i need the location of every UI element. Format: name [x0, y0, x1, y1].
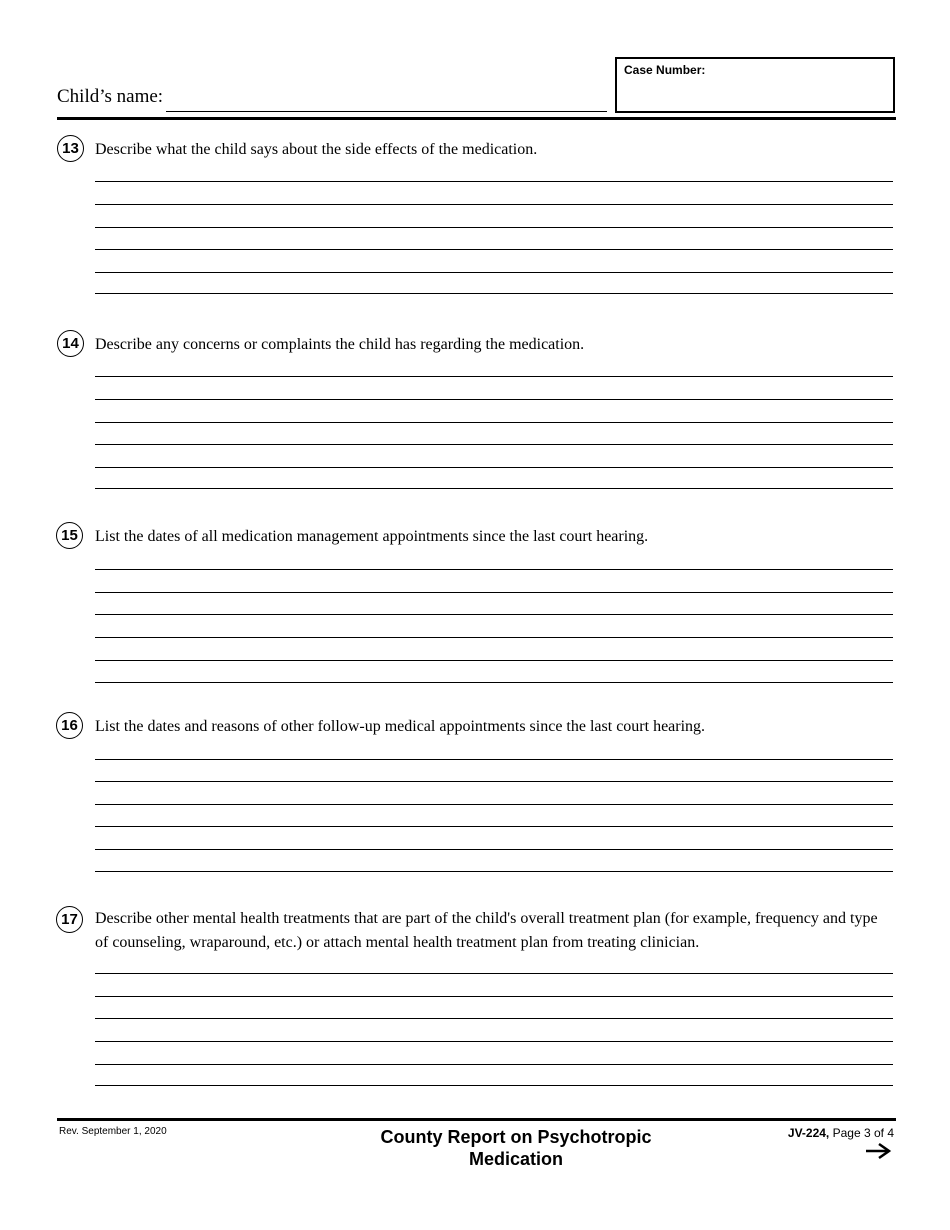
- answer-line: [95, 682, 893, 683]
- revision-date: Rev. September 1, 2020: [59, 1126, 167, 1137]
- answer-line: [95, 759, 893, 760]
- form-title-line-1: County Report on Psychotropic: [380, 1127, 652, 1147]
- answer-line: [95, 592, 893, 593]
- answer-line: [95, 569, 893, 570]
- answer-line: [95, 1041, 893, 1042]
- answer-line: [95, 204, 893, 205]
- answer-line: [95, 1085, 893, 1086]
- case-number-label: Case Number:: [624, 63, 706, 77]
- answer-line: [95, 637, 893, 638]
- form-title-line-2: Medication: [468, 1149, 563, 1169]
- answer-line: [95, 660, 893, 661]
- footer-divider: [57, 1118, 896, 1121]
- question-number-17: 17: [56, 906, 83, 933]
- answer-line: [95, 422, 893, 423]
- answer-line: [95, 804, 893, 805]
- answer-line: [95, 467, 893, 468]
- answer-line: [95, 849, 893, 850]
- answer-line: [95, 871, 893, 872]
- answer-line: [95, 249, 893, 250]
- arrow-right-icon[interactable]: [864, 1142, 892, 1160]
- question-16-text: List the dates and reasons of other follow-up medical appointments since the last court hearing.: [95, 718, 706, 735]
- answer-line: [95, 1064, 893, 1065]
- question-number-14: 14: [57, 330, 84, 357]
- form-id: JV-224,: [787, 1126, 830, 1140]
- page-number: Page 3 of 4: [832, 1126, 894, 1140]
- answer-line: [95, 376, 893, 377]
- question-15-text: List the dates of all medication management appointments since the last court hearing.: [95, 528, 649, 545]
- case-number-field[interactable]: [615, 57, 895, 113]
- answer-line: [95, 614, 893, 615]
- child-name-field[interactable]: [166, 111, 607, 112]
- question-number-16: 16: [56, 712, 83, 739]
- question-number-13: 13: [57, 135, 84, 162]
- answer-line: [95, 1018, 893, 1019]
- answer-line: [95, 293, 893, 294]
- answer-line: [95, 826, 893, 827]
- form-title: [360, 1126, 672, 1170]
- form-page-info: [788, 1126, 894, 1140]
- answer-line: [95, 781, 893, 782]
- answer-line: [95, 996, 893, 997]
- answer-line: [95, 444, 893, 445]
- question-13-text: Describe what the child says about the side effects of the medication.: [95, 141, 538, 158]
- question-14-text: Describe any concerns or complaints the child has regarding the medication.: [95, 336, 585, 353]
- answer-line: [95, 181, 893, 182]
- answer-line: [95, 488, 893, 489]
- header-divider: [57, 117, 896, 120]
- question-17-text: Describe other mental health treatments that are part of the child's overall treatment plan (for example, frequency and type of counseling, wraparound, etc.) or attach mental health treatment plan from treating clinician.: [95, 910, 878, 951]
- child-name-label: Child’s name:: [57, 86, 164, 107]
- question-number-15: 15: [56, 522, 83, 549]
- answer-line: [95, 399, 893, 400]
- answer-line: [95, 272, 893, 273]
- answer-line: [95, 227, 893, 228]
- answer-line: [95, 973, 893, 974]
